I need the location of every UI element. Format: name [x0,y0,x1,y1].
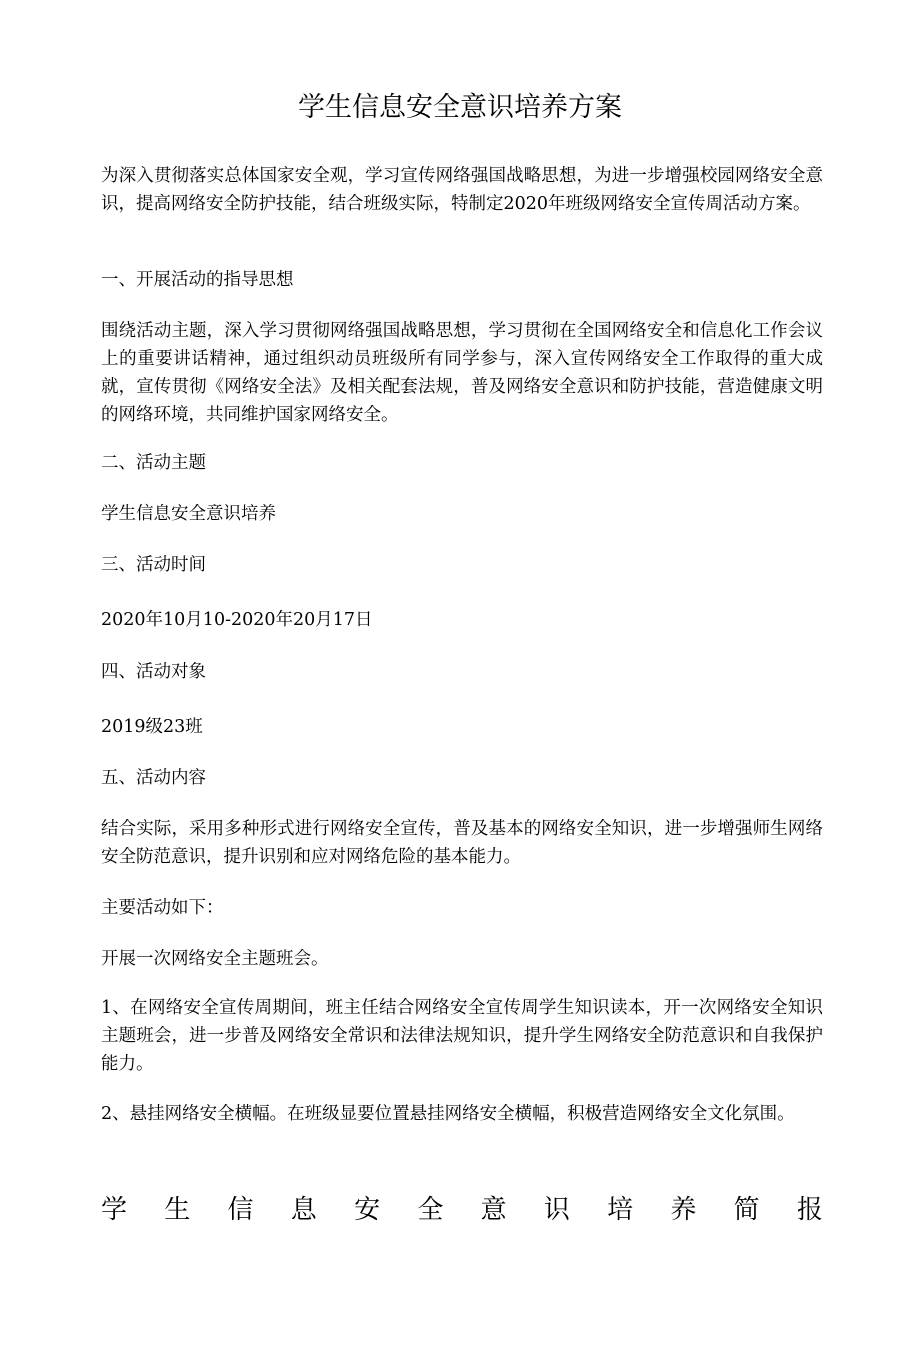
intro-paragraph: 为深入贯彻落实总体国家安全观，学习宣传网络强国战略思想，为进一步增强校园网络安全意识，提高网络安全防护技能，结合班级实际，特制定2020年班级网络安全宣传周活动方案。 [101,166,823,214]
section2-body: 学生信息安全意识培养 [101,504,276,524]
bottom-title-char: 安 [354,1195,381,1225]
section4-heading: 四、活动对象 [101,662,206,682]
section2-heading: 二、活动主题 [101,453,206,473]
activity-1: 1、在网络安全宣传周期间，班主任结合网络安全宣传周学生知识读本，开一次网络安全知识主题班会，进一步普及网络安全常识和法律法规知识，提升学生网络安全防范意识和自我保护能力。 [101,998,823,1074]
activity-intro: 开展一次网络安全主题班会。 [101,949,329,969]
activity-2: 2、悬挂网络安全横幅。在班级显要位置悬挂网络安全横幅，积极营造网络安全文化氛围。 [101,1104,795,1124]
bottom-title-char: 识 [543,1195,570,1225]
bottom-title [101,1190,823,1230]
section5-body: 结合实际，采用多种形式进行网络安全宣传，普及基本的网络安全知识，进一步增强师生网络安全防范意识，提升识别和应对网络危险的基本能力。 [101,819,823,867]
bottom-title-char: 养 [670,1195,697,1225]
section4-body: 2019级23班 [101,717,203,737]
section1-body: 围绕活动主题，深入学习贯彻网络强国战略思想，学习贯彻在全国网络安全和信息化工作会议上的重要讲话精神，通过组织动员班级所有同学参与，深入宣传网络安全工作取得的重大成就，宣传贯彻《网络安全法》及相关配套法规，普及网络安全意识和防护技能，营造健康文明的网络环境，共同维护国家网络安全。 [101,321,823,425]
document-title: 学生信息安全意识培养方案 [298,92,622,123]
section3-heading: 三、活动时间 [101,555,206,575]
section3-body: 2020年10月10-2020年20月17日 [101,610,373,630]
bottom-title-char: 学 [101,1195,128,1225]
main-activities-label: 主要活动如下： [101,898,224,918]
bottom-title-char: 生 [164,1195,191,1225]
bottom-title-char: 意 [480,1195,507,1225]
bottom-title-char: 信 [227,1195,254,1225]
section5-heading: 五、活动内容 [101,768,206,788]
bottom-title-char: 报 [796,1195,823,1225]
bottom-title-char: 简 [733,1195,760,1225]
section1-heading: 一、开展活动的指导思想 [101,270,294,290]
bottom-title-char: 全 [417,1195,444,1225]
bottom-title-char: 息 [290,1195,317,1225]
bottom-title-char: 培 [607,1195,634,1225]
